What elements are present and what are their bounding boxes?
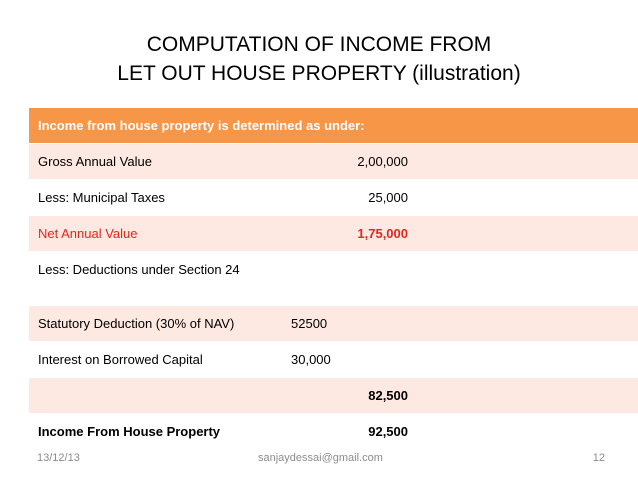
footer-email: sanjaydessai@gmail.com — [258, 452, 383, 464]
table-row-deductions-section-24 — [29, 252, 638, 306]
slide-title — [0, 30, 638, 88]
row-amount: 2,00,000 — [357, 154, 408, 169]
table-row-income-from-house-property — [29, 414, 638, 450]
income-table — [29, 108, 638, 450]
row-label: Less: Deductions under Section 24 — [38, 262, 240, 277]
slide-title-line-2: LET OUT HOUSE PROPERTY (illustration) — [117, 62, 521, 85]
row-mid-amount: 52500 — [291, 316, 328, 331]
table-row-net-annual-value — [29, 216, 638, 252]
row-amount: 25,000 — [368, 190, 408, 205]
row-label: Statutory Deduction (30% of NAV) — [38, 316, 235, 331]
slide-title-line-1: COMPUTATION OF INCOME FROM — [146, 33, 492, 56]
row-amount: 92,500 — [368, 424, 408, 439]
row-label: Less: Municipal Taxes — [38, 190, 165, 205]
table-header-text: Income from house property is determined as under: — [38, 118, 365, 133]
row-label: Income From House Property — [38, 424, 221, 439]
row-amount: 1,75,000 — [357, 226, 408, 241]
table-row-interest-borrowed-capital — [29, 342, 638, 378]
row-amount: 82,500 — [368, 388, 408, 403]
table-row-gross-annual-value — [29, 144, 638, 180]
table-row-total-deductions — [29, 378, 638, 414]
table-header-row — [29, 108, 638, 144]
row-label: Gross Annual Value — [38, 154, 152, 169]
table-row-municipal-taxes — [29, 180, 638, 216]
row-mid-amount: 30,000 — [291, 352, 331, 367]
footer-page-number: 12 — [592, 452, 605, 464]
table-row-statutory-deduction — [29, 306, 638, 342]
row-label: Net Annual Value — [38, 226, 138, 241]
row-label: Interest on Borrowed Capital — [38, 352, 203, 367]
footer-date: 13/12/13 — [37, 452, 80, 464]
